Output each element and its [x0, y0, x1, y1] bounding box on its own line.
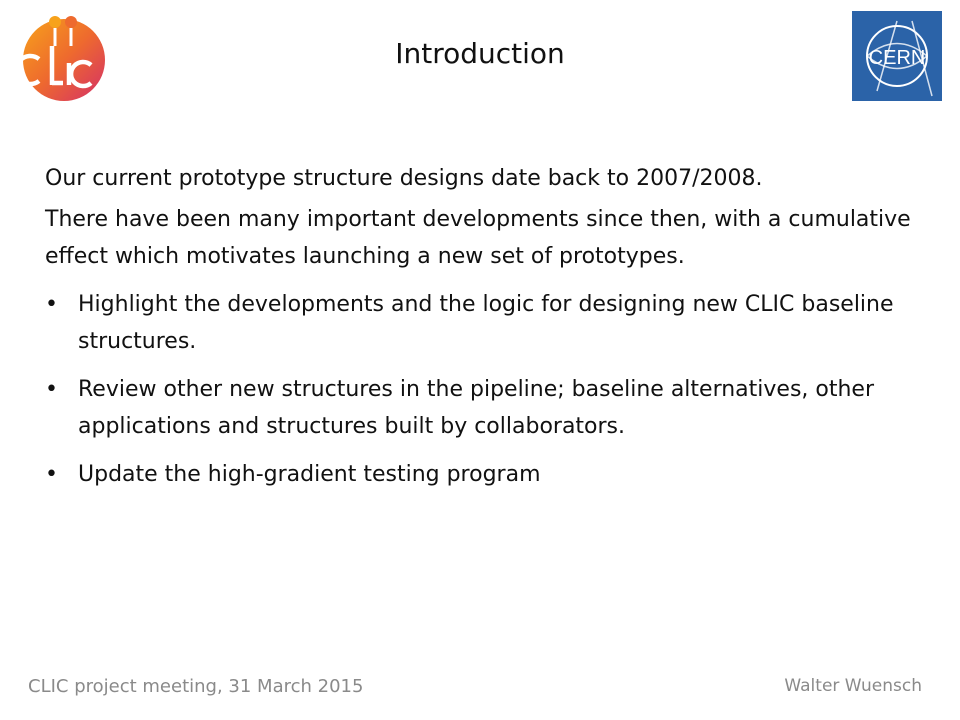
bullet-text: Review other new structures in the pipeline; baseline alternatives, other applications and structures built by collaborators. [78, 377, 875, 439]
footer-meeting: CLIC project meeting, 31 March 2015 [28, 676, 364, 697]
bullet-item [45, 456, 925, 493]
cern-logo-graphic [852, 11, 942, 101]
bullet-marker: • [45, 377, 58, 402]
bullet-item [45, 371, 925, 445]
paragraph-2: There have been many important developments since then, with a cumulative effect which motivates launching a new set of prototypes. [45, 207, 911, 269]
slide-title: Introduction [395, 37, 565, 70]
slide-body [45, 160, 925, 504]
bullet-list [45, 286, 925, 493]
footer-author: Walter Wuensch [784, 676, 922, 696]
bullet-marker: • [45, 462, 58, 487]
cern-logo [852, 11, 942, 101]
bullet-text: Highlight the developments and the logic for designing new CLIC baseline structures. [78, 292, 894, 354]
paragraph-1: Our current prototype structure designs date back to 2007/2008. [45, 166, 763, 191]
cern-logo-text: CERN [868, 47, 926, 69]
bullet-item [45, 286, 925, 360]
bullet-text: Update the high-gradient testing program [78, 462, 541, 487]
bullet-marker: • [45, 292, 58, 317]
